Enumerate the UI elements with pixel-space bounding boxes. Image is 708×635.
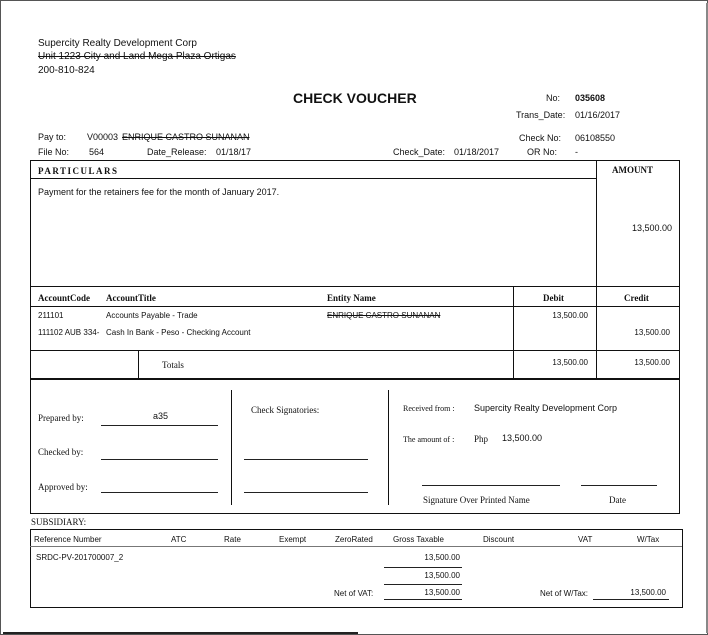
- voucher-no: 035608: [575, 93, 606, 103]
- date-release-label: Date_Release:: [147, 147, 207, 157]
- sub-col-vat: VAT: [578, 535, 593, 544]
- sub-col-exempt: Exempt: [279, 535, 307, 544]
- checked-by-line: [101, 459, 218, 460]
- sub-ref-value: SRDC-PV-201700007_2: [36, 553, 124, 562]
- debit-divider: [513, 286, 514, 378]
- net-wtax-underline: [593, 599, 669, 600]
- signature-line: [422, 485, 560, 486]
- checked-by-label: Checked by:: [38, 447, 84, 457]
- row1-title: Accounts Payable - Trade: [106, 311, 198, 320]
- row1-entity: ENRIQUE CASTRO SUNANAN: [327, 311, 441, 320]
- trans-date-label: Trans_Date:: [516, 110, 566, 120]
- approved-by-label: Approved by:: [38, 482, 88, 492]
- file-no-label: File No:: [38, 147, 70, 157]
- sub-col-discount: Discount: [483, 535, 515, 544]
- trans-date: 01/16/2017: [575, 110, 621, 120]
- row2-code: 111102 AUB 334-: [38, 328, 100, 337]
- check-signatories-label: Check Signatories:: [251, 405, 320, 415]
- col-credit: Credit: [624, 293, 649, 303]
- date-line: [581, 485, 657, 486]
- particulars-header-line: [30, 178, 596, 179]
- check-no: 06108550: [575, 133, 616, 143]
- row1-debit: 13,500.00: [552, 311, 588, 320]
- net-vat-label: Net of VAT:: [334, 589, 374, 598]
- row2-credit: 13,500.00: [634, 328, 670, 337]
- or-no: -: [575, 147, 578, 157]
- amount-header: AMOUNT: [612, 165, 653, 175]
- company-phone: 200-810-824: [38, 65, 95, 76]
- sub-gross-underline-2: [384, 584, 462, 585]
- col-account-title: AccountTitle: [106, 293, 156, 303]
- sub-col-wtax: W/Tax: [637, 535, 660, 544]
- sub-gross-1: 13,500.00: [424, 553, 460, 562]
- amount-of-label: The amount of :: [403, 435, 455, 444]
- received-from: Supercity Realty Development Corp: [474, 403, 618, 413]
- net-vat-underline: [384, 599, 462, 600]
- particulars-amount: 13,500.00: [631, 223, 672, 233]
- sub-col-rate: Rate: [224, 535, 241, 544]
- voucher-no-label: No:: [546, 93, 561, 103]
- row2-title: Cash In Bank - Peso - Checking Account: [106, 328, 251, 337]
- subsidiary-header-line: [30, 546, 682, 547]
- check-date: 01/18/2017: [454, 147, 500, 157]
- signatures-divider-2: [388, 390, 389, 505]
- signatures-box: [30, 378, 680, 514]
- totals-label: Totals: [162, 360, 184, 370]
- total-debit: 13,500.00: [552, 358, 588, 367]
- date-label: Date: [609, 495, 626, 505]
- col-debit: Debit: [543, 293, 564, 303]
- amount-divider: [596, 160, 597, 378]
- check-date-label: Check_Date:: [393, 147, 446, 157]
- file-no: 564: [89, 147, 105, 157]
- currency: Php: [474, 434, 489, 444]
- particulars-text: Payment for the retainers fee for the month of January 2017.: [38, 187, 280, 197]
- row1-code: 211101: [38, 311, 64, 320]
- signatures-divider-1: [231, 390, 232, 505]
- subsidiary-label: SUBSIDIARY:: [31, 517, 87, 527]
- pay-to-code: V00003: [87, 132, 119, 142]
- prepared-by-label: Prepared by:: [38, 413, 84, 423]
- sub-col-gross: Gross Taxable: [393, 535, 444, 544]
- signature-label: Signature Over Printed Name: [423, 495, 530, 505]
- page-shadow: [3, 632, 358, 634]
- col-entity-name: Entity Name: [327, 293, 376, 303]
- sub-gross-underline-1: [384, 567, 462, 568]
- sub-col-zerorated: ZeroRated: [335, 535, 373, 544]
- total-credit: 13,500.00: [634, 358, 670, 367]
- sub-gross-2: 13,500.00: [424, 571, 460, 580]
- check-no-label: Check No:: [519, 133, 562, 143]
- approved-by-line: [101, 492, 218, 493]
- col-account-code: AccountCode: [38, 293, 90, 303]
- sub-col-ref: Reference Number: [34, 535, 102, 544]
- prepared-by-value: a35: [153, 411, 169, 421]
- accounts-header-line: [30, 306, 679, 307]
- prepared-by-line: [101, 425, 218, 426]
- received-from-label: Received from :: [403, 404, 455, 413]
- pay-to-name: ENRIQUE CASTRO SUNANAN: [122, 132, 250, 142]
- or-no-label: OR No:: [527, 147, 558, 157]
- amount-of: 13,500.00: [502, 433, 543, 443]
- signatory-line-2: [244, 492, 368, 493]
- net-wtax: 13,500.00: [630, 588, 666, 597]
- company-address: Unit 1223 City and Land Mega Plaza Ortigas: [38, 51, 236, 62]
- document-title: CHECK VOUCHER: [293, 90, 417, 106]
- particulars-header: PARTICULARS: [38, 166, 119, 176]
- company-name: Supercity Realty Development Corp: [38, 38, 197, 49]
- signatory-line-1: [244, 459, 368, 460]
- totals-divider: [138, 350, 139, 378]
- sub-col-atc: ATC: [171, 535, 187, 544]
- date-release: 01/18/17: [216, 147, 252, 157]
- accounts-top-line: [30, 286, 679, 287]
- net-wtax-label: Net of W/Tax:: [540, 589, 589, 598]
- totals-line: [30, 350, 679, 351]
- net-vat: 13,500.00: [424, 588, 460, 597]
- pay-to-label: Pay to:: [38, 132, 67, 142]
